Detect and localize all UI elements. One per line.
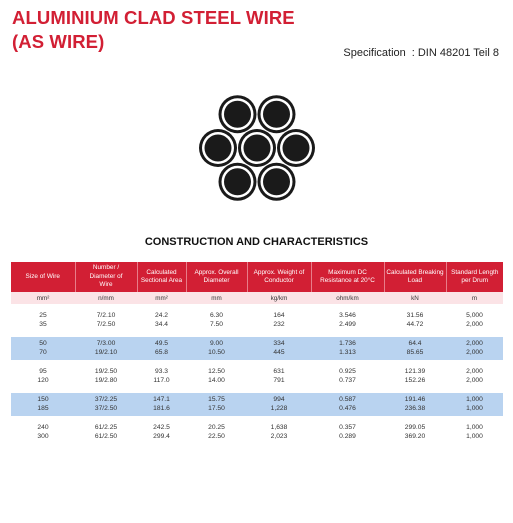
- table-cell: 37/2.50: [75, 405, 137, 414]
- table-cell: 147.1: [137, 396, 186, 405]
- outer-strand: [219, 163, 257, 201]
- column-header-line: Number /: [92, 264, 120, 272]
- table-cell: 369.20: [404, 432, 426, 440]
- table-cell: 19/2.10: [75, 349, 137, 358]
- section-subtitle: CONSTRUCTION AND CHARACTERISTICS: [144, 236, 369, 248]
- column-unit: ohm/km: [311, 292, 384, 304]
- title-line-1: ALUMINIUM CLAD STEEL WIRE: [12, 7, 295, 28]
- table-cell: 121.39: [404, 368, 426, 375]
- table-cell: 14.00: [208, 376, 225, 384]
- table-cell: 7/2.10: [96, 312, 116, 319]
- column-header-line: Standard Length: [451, 268, 499, 276]
- table-cell: 0.587: [311, 396, 384, 405]
- column-header-line: Approx. Overall: [194, 268, 239, 276]
- table-cell: 0.357: [339, 424, 356, 431]
- column-header-line: Approx. Weight of: [253, 268, 305, 276]
- table-row: [11, 321, 503, 330]
- table-cell: 65.8: [137, 349, 186, 358]
- column-header: [311, 262, 384, 292]
- outer-strand: [258, 163, 296, 201]
- table-cell: 7.50: [209, 320, 224, 328]
- table-cell: 9.00: [186, 340, 247, 349]
- column-header: [11, 262, 75, 292]
- conductor-cross-section-image: [195, 86, 319, 210]
- table-row: [11, 424, 503, 433]
- table-cell: 49.5: [137, 340, 186, 349]
- table-cell: 445: [247, 349, 311, 358]
- table-cell: 1,000: [466, 432, 483, 440]
- table-row: [11, 433, 503, 442]
- table-cell: 2,023: [270, 432, 288, 440]
- table-cell: 232: [273, 320, 285, 328]
- table-cell: 2,000: [446, 349, 503, 358]
- column-header: [247, 262, 311, 292]
- column-header-line: Resistance at 20°C: [320, 277, 375, 284]
- table-row: [11, 340, 503, 349]
- table-cell: 240: [37, 424, 49, 431]
- table-row: [11, 312, 503, 321]
- table-row: [11, 349, 503, 358]
- table-cell: 164: [273, 312, 285, 319]
- table-cell: 0.925: [339, 368, 356, 375]
- specification-label: Specification: [343, 47, 406, 59]
- column-unit: n/mm: [75, 292, 137, 304]
- page-title: [12, 6, 295, 54]
- column-header-line: Sectional Area: [140, 277, 183, 284]
- table-cell: 24.2: [154, 312, 169, 319]
- table-cell: 12.50: [208, 368, 225, 375]
- table-cell: 70: [11, 349, 75, 358]
- column-unit: kg/km: [247, 292, 311, 304]
- table-cell: 1.313: [311, 349, 384, 358]
- table-cell: 6.30: [209, 312, 224, 319]
- table-cell: 1,000: [466, 424, 483, 431]
- column-unit: mm²: [11, 292, 75, 304]
- table-cell: 120: [37, 376, 49, 384]
- table-cell: 152.26: [404, 376, 426, 384]
- table-cell: 19/2.50: [94, 368, 118, 375]
- table-cell: 1,638: [270, 424, 288, 431]
- table-row-group: [11, 416, 503, 444]
- table-cell: 181.6: [137, 405, 186, 414]
- table-cell: 15.75: [186, 396, 247, 405]
- table-row-group: [11, 304, 503, 332]
- column-header: [384, 262, 446, 292]
- title-line-2: (AS WIRE): [12, 31, 105, 52]
- column-header-line: Size of Wire: [25, 272, 60, 280]
- table-units-row: [11, 292, 503, 304]
- table-cell: 994: [247, 396, 311, 405]
- characteristics-table: [11, 262, 503, 444]
- column-header-line: Maximum DC: [328, 268, 367, 276]
- table-row-group: [11, 360, 503, 388]
- center-strand: [238, 129, 276, 167]
- column-header-line: Diameter of: [89, 272, 123, 280]
- table-cell: 2,000: [466, 368, 483, 375]
- table-cell: 191.46: [384, 396, 446, 405]
- table-cell: 1,000: [446, 396, 503, 405]
- table-cell: 2,000: [446, 340, 503, 349]
- specification: [343, 47, 499, 59]
- outer-strand: [277, 129, 315, 167]
- column-unit: mm²: [137, 292, 186, 304]
- column-header-line: Calculated: [146, 268, 177, 276]
- table-cell: 19/2.80: [94, 376, 118, 384]
- column-header: [186, 262, 247, 292]
- table-cell: 299.05: [404, 424, 426, 431]
- table-cell: 7/3.00: [75, 340, 137, 349]
- table-cell: 236.38: [384, 405, 446, 414]
- table-cell: 17.50: [186, 405, 247, 414]
- column-header: [446, 262, 503, 292]
- table-cell: 0.289: [339, 432, 356, 440]
- column-header: [75, 262, 137, 292]
- table-cell: 85.65: [384, 349, 446, 358]
- table-row-group: [11, 332, 503, 360]
- table-row: [11, 377, 503, 386]
- table-row: [11, 396, 503, 405]
- table-row-group: [11, 388, 503, 416]
- column-header-line: Diameter: [203, 277, 230, 284]
- table-cell: 20.25: [208, 424, 225, 431]
- table-cell: 1,000: [446, 405, 503, 414]
- table-cell: 22.50: [208, 432, 225, 440]
- table-cell: 64.4: [384, 340, 446, 349]
- column-header-line: per Drum: [461, 277, 489, 284]
- table-cell: 95: [39, 368, 47, 375]
- table-cell: 10.50: [186, 349, 247, 358]
- table-cell: 117.0: [153, 376, 170, 384]
- table-cell: 631: [273, 368, 285, 375]
- row-spacer: [11, 441, 503, 444]
- table-cell: 2,000: [466, 376, 483, 384]
- column-header-line: Conductor: [264, 277, 294, 284]
- table-cell: 50: [11, 340, 75, 349]
- column-header-line: Calculated Breaking: [386, 268, 444, 276]
- table-cell: 34.4: [154, 320, 169, 328]
- column-unit: kN: [384, 292, 446, 304]
- table-cell: 1,228: [247, 405, 311, 414]
- table-row: [11, 405, 503, 414]
- table-cell: 2,000: [466, 320, 483, 328]
- table-cell: 0.737: [339, 376, 356, 384]
- table-cell: 44.72: [406, 320, 424, 328]
- table-cell: 37/2.25: [75, 396, 137, 405]
- column-header-line: Load: [407, 277, 423, 284]
- table-header-row: [11, 262, 503, 292]
- table-cell: 791: [273, 376, 285, 384]
- table-cell: 61/2.50: [94, 432, 118, 440]
- table-row: [11, 368, 503, 377]
- outer-strand: [219, 95, 257, 133]
- column-unit: mm: [186, 292, 247, 304]
- table-cell: 2.499: [339, 320, 356, 328]
- outer-strand: [258, 95, 296, 133]
- table-cell: 185: [11, 405, 75, 414]
- table-cell: 25: [39, 312, 47, 319]
- table-cell: 242.5: [153, 424, 170, 431]
- table-cell: 300: [37, 432, 49, 440]
- table-cell: 93.3: [154, 368, 169, 375]
- table-cell: 35: [39, 320, 47, 328]
- table-cell: 31.56: [406, 312, 424, 319]
- table-cell: 334: [247, 340, 311, 349]
- table-cell: 61/2.25: [94, 424, 118, 431]
- table-cell: 150: [11, 396, 75, 405]
- table-cell: 0.476: [311, 405, 384, 414]
- specification-value: : DIN 48201 Teil 8: [411, 47, 499, 59]
- table-cell: 1.736: [311, 340, 384, 349]
- outer-strand: [199, 129, 237, 167]
- column-unit: m: [446, 292, 503, 304]
- table-cell: 5,000: [466, 312, 483, 319]
- table-cell: 3.546: [339, 312, 356, 319]
- column-header-line: Wire: [99, 281, 113, 289]
- column-header: [137, 262, 186, 292]
- table-cell: 299.4: [153, 432, 170, 440]
- table-cell: 7/2.50: [96, 320, 116, 328]
